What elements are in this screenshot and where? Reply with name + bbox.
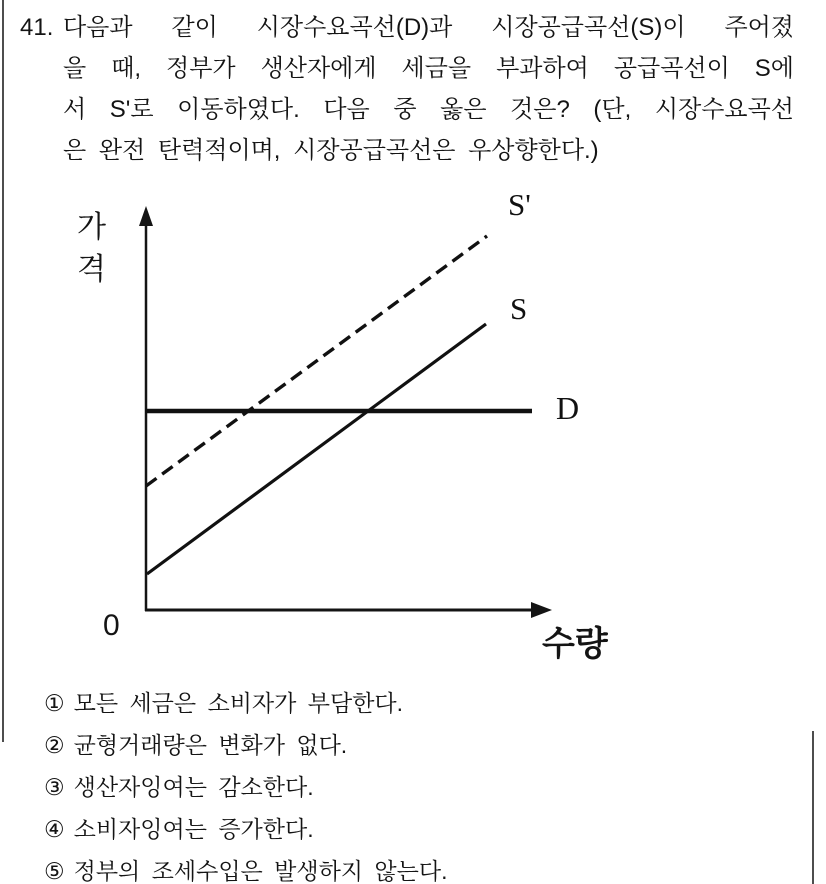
x-axis-label-quantity: 수량	[542, 625, 608, 663]
option-4-text: 소비자잉여는 증가한다.	[73, 816, 314, 842]
chart-canvas	[60, 185, 660, 685]
curve-label-s-prime: S'	[508, 187, 531, 222]
left-column-divider	[2, 0, 4, 742]
question-line-3: 서 S'로 이동하였다. 다음 중 옳은 것은? (단, 시장수요곡선	[63, 96, 794, 123]
question-number: 41.	[20, 14, 54, 41]
curve-label-s: S	[510, 291, 528, 326]
question-line-2: 을 때, 정부가 생산자에게 세금을 부과하여 공급곡선이 S에	[63, 55, 794, 82]
answer-options	[44, 682, 784, 884]
option-1-text: 모든 세금은 소비자가 부담한다.	[73, 690, 404, 716]
option-3	[44, 766, 784, 808]
right-column-divider	[812, 731, 814, 884]
option-3-text: 생산자잉여는 감소한다.	[73, 774, 314, 800]
option-5-number: ⑤	[44, 858, 65, 884]
option-5	[44, 850, 784, 884]
option-2-text: 균형거래량은 변화가 없다.	[73, 732, 348, 758]
option-4-number: ④	[44, 816, 65, 842]
option-2	[44, 724, 784, 766]
question-text	[63, 7, 794, 171]
option-1	[44, 682, 784, 724]
y-axis-arrowhead-icon	[139, 206, 153, 226]
option-1-number: ①	[44, 690, 65, 716]
x-axis-arrowhead-icon	[531, 602, 552, 618]
curve-label-d: D	[556, 390, 580, 426]
question-line-4: 은 완전 탄력적이며, 시장공급곡선은 우상향한다.)	[63, 137, 599, 164]
option-2-number: ②	[44, 732, 65, 758]
option-4	[44, 808, 784, 850]
origin-label: 0	[103, 609, 120, 642]
question-line-1: 다음과 같이 시장수요곡선(D)과 시장공급곡선(S)이 주어졌	[63, 14, 794, 41]
option-5-text: 정부의 조세수입은 발생하지 않는다.	[73, 858, 448, 884]
y-axis-label-price: 가격	[77, 211, 107, 286]
supply-demand-chart	[60, 185, 660, 685]
option-3-number: ③	[44, 774, 65, 800]
